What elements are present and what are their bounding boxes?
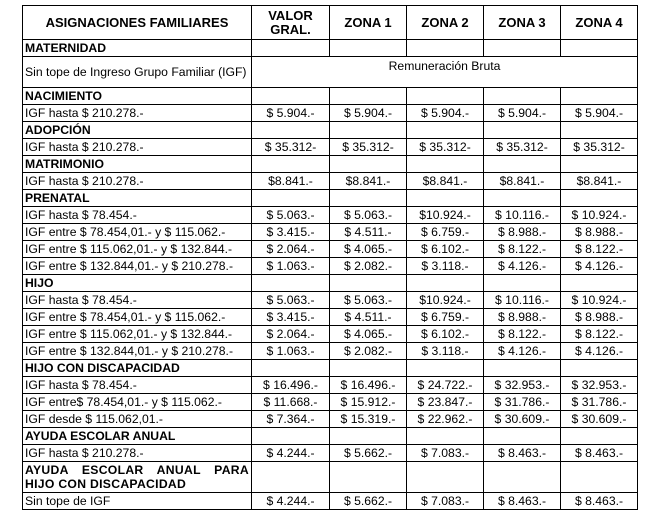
cell-valor-gral: $ 2.064.- (252, 326, 330, 343)
row-label: IGF hasta $ 210.278.- (23, 173, 252, 190)
header-asignaciones: ASIGNACIONES FAMILIARES (23, 6, 252, 40)
cell-valor-gral: $ 11.668.- (252, 394, 330, 411)
cell-valor-gral: $ 2.064.- (252, 241, 330, 258)
cell-zona-1: $ 5.662.- (330, 445, 407, 462)
cell-zona-3: $8.841.- (484, 173, 561, 190)
table-row (23, 326, 638, 343)
cell-zona-4: $8.841.- (561, 173, 638, 190)
cell-zona-4: $ 4.126.- (561, 343, 638, 360)
header-zona-2: ZONA 2 (407, 6, 484, 40)
section-title-matrimonio: MATRIMONIO (23, 156, 252, 173)
cell-zona-4: $ 30.609.- (561, 411, 638, 428)
cell-zona-4: $ 8.988.- (561, 309, 638, 326)
section-row-matrimonio (23, 156, 638, 173)
cell-zona-4: $ 8.988.- (561, 224, 638, 241)
cell-zona-1: $ 4.065.- (330, 326, 407, 343)
header-row (23, 6, 638, 40)
table-row (23, 258, 638, 275)
cell-zona-4: $ 10.924.- (561, 292, 638, 309)
section-title-ayuda-escolar-disc: AYUDA ESCOLAR ANUAL PARA HIJO CON DISCAPACIDAD (23, 462, 252, 493)
cell-valor-gral: $ 4.244.- (252, 445, 330, 462)
row-label: IGF hasta $ 210.278.- (23, 445, 252, 462)
cell-zona-3: $ 8.463.- (484, 445, 561, 462)
cell-zona-2: $ 6.102.- (407, 326, 484, 343)
cell-zona-4: $ 8.463.- (561, 445, 638, 462)
cell-zona-1: $ 4.065.- (330, 241, 407, 258)
cell-zona-3: $ 8.988.- (484, 224, 561, 241)
section-row-hijo-discapacidad (23, 360, 638, 377)
cell-zona-2: $ 6.759.- (407, 224, 484, 241)
table-row (23, 377, 638, 394)
header-valor-gral: VALOR GRAL. (252, 6, 330, 40)
cell-zona-2: $ 35.312- (407, 139, 484, 156)
cell-zona-4: $ 8.122.- (561, 326, 638, 343)
cell-zona-2: $ 7.083.- (407, 493, 484, 510)
row-label: IGF hasta $ 78.454.- (23, 377, 252, 394)
table-row (23, 139, 638, 156)
cell-zona-2: $8.841.- (407, 173, 484, 190)
table-row (23, 493, 638, 510)
table-row (23, 224, 638, 241)
row-label: IGF entre $ 132.844,01.- y $ 210.278.- (23, 343, 252, 360)
cell-zona-3: $ 8.122.- (484, 326, 561, 343)
cell-zona-3: $ 8.122.- (484, 241, 561, 258)
section-title-prenatal: PRENATAL (23, 190, 252, 207)
row-label: IGF entre $ 78.454,01.- y $ 115.062.- (23, 224, 252, 241)
cell-zona-3: $ 35.312- (484, 139, 561, 156)
row-label: IGF hasta $ 78.454.- (23, 207, 252, 224)
table-row (23, 57, 638, 88)
cell-zona-4: $ 10.924.- (561, 207, 638, 224)
cell-zona-4: $ 8.463.- (561, 493, 638, 510)
header-zona-3: ZONA 3 (484, 6, 561, 40)
cell-zona-1: $ 5.063.- (330, 292, 407, 309)
cell-zona-1: $8.841.- (330, 173, 407, 190)
cell-zona-1: $ 5.063.- (330, 207, 407, 224)
cell-zona-3: $ 4.126.- (484, 343, 561, 360)
cell-zona-1: $ 5.904.- (330, 105, 407, 122)
row-label: IGF desde $ 115.062,01.- (23, 411, 252, 428)
cell-zona-1: $ 15.912.- (330, 394, 407, 411)
cell-zona-2: $ 24.722.- (407, 377, 484, 394)
table-row (23, 411, 638, 428)
cell-valor-gral: $ 5.904.- (252, 105, 330, 122)
cell-zona-2: $ 22.962.- (407, 411, 484, 428)
cell-valor-gral: $ 7.364.- (252, 411, 330, 428)
table-row (23, 105, 638, 122)
cell-zona-3: $ 32.953.- (484, 377, 561, 394)
section-row-ayuda-escolar-disc (23, 462, 638, 493)
asignaciones-table (22, 5, 638, 510)
row-label: IGF entre $ 115.062,01.- y $ 132.844.- (23, 326, 252, 343)
cell-zona-4: $ 4.126.- (561, 258, 638, 275)
cell-zona-1: $ 15.319.- (330, 411, 407, 428)
cell-zona-3: $ 10.116.- (484, 207, 561, 224)
header-zona-4: ZONA 4 (561, 6, 638, 40)
cell-zona-2: $ 3.118.- (407, 258, 484, 275)
cell-zona-3: $ 30.609.- (484, 411, 561, 428)
row-label: IGF entre $ 78.454,01.- y $ 115.062.- (23, 309, 252, 326)
cell-valor-gral: $ 35.312- (252, 139, 330, 156)
row-label: IGF entre $ 115.062,01.- y $ 132.844.- (23, 241, 252, 258)
section-title-hijo-discapacidad: HIJO CON DISCAPACIDAD (23, 360, 252, 377)
cell-valor-gral: $ 4.244.- (252, 493, 330, 510)
cell-zona-4: $ 5.904.- (561, 105, 638, 122)
cell-zona-2: $10.924.- (407, 207, 484, 224)
row-label: IGF entre$ 78.454,01.- y $ 115.062.- (23, 394, 252, 411)
section-row-maternidad (23, 40, 638, 57)
row-label: IGF hasta $ 78.454.- (23, 292, 252, 309)
cell-zona-4: $ 31.786.- (561, 394, 638, 411)
cell-zona-1: $ 4.511.- (330, 224, 407, 241)
row-label: Sin tope de IGF (23, 493, 252, 510)
section-row-nacimiento (23, 88, 638, 105)
cell-zona-4: $ 8.122.- (561, 241, 638, 258)
row-label: IGF hasta $ 210.278.- (23, 139, 252, 156)
table-row (23, 292, 638, 309)
table-row (23, 241, 638, 258)
cell-zona-2: $ 6.759.- (407, 309, 484, 326)
row-label: IGF entre $ 132.844,01.- y $ 210.278.- (23, 258, 252, 275)
cell-valor-gral: $ 16.496.- (252, 377, 330, 394)
cell-zona-3: $ 8.988.- (484, 309, 561, 326)
cell-valor-gral: $ 3.415.- (252, 224, 330, 241)
cell-zona-3: $ 4.126.- (484, 258, 561, 275)
section-title-hijo: HIJO (23, 275, 252, 292)
maternidad-value: Remuneración Bruta (252, 57, 638, 88)
cell-zona-3: $ 8.463.- (484, 493, 561, 510)
cell-zona-3: $ 10.116.- (484, 292, 561, 309)
cell-valor-gral: $8.841.- (252, 173, 330, 190)
row-label: IGF hasta $ 210.278.- (23, 105, 252, 122)
cell-valor-gral: $ 3.415.- (252, 309, 330, 326)
cell-zona-1: $ 4.511.- (330, 309, 407, 326)
cell-zona-3: $ 31.786.- (484, 394, 561, 411)
section-row-ayuda-escolar (23, 428, 638, 445)
table-row (23, 207, 638, 224)
cell-zona-2: $ 23.847.- (407, 394, 484, 411)
cell-zona-3: $ 5.904.- (484, 105, 561, 122)
section-row-adopcion (23, 122, 638, 139)
cell-zona-1: $ 35.312- (330, 139, 407, 156)
table-row (23, 343, 638, 360)
cell-zona-2: $ 7.083.- (407, 445, 484, 462)
section-title-adopcion: ADOPCIÓN (23, 122, 252, 139)
asignaciones-table-wrapper (22, 5, 638, 510)
cell-zona-1: $ 5.662.- (330, 493, 407, 510)
cell-zona-1: $ 16.496.- (330, 377, 407, 394)
section-row-hijo (23, 275, 638, 292)
cell-zona-2: $ 6.102.- (407, 241, 484, 258)
cell-valor-gral: $ 1.063.- (252, 258, 330, 275)
table-row (23, 445, 638, 462)
table-row (23, 173, 638, 190)
cell-valor-gral: $ 5.063.- (252, 207, 330, 224)
cell-zona-1: $ 2.082.- (330, 258, 407, 275)
cell-zona-1: $ 2.082.- (330, 343, 407, 360)
section-title-maternidad: MATERNIDAD (23, 40, 252, 57)
section-title-nacimiento: NACIMIENTO (23, 88, 252, 105)
cell-valor-gral: $ 5.063.- (252, 292, 330, 309)
header-zona-1: ZONA 1 (330, 6, 407, 40)
cell-zona-4: $ 32.953.- (561, 377, 638, 394)
cell-zona-2: $ 3.118.- (407, 343, 484, 360)
table-row (23, 309, 638, 326)
row-label: Sin tope de Ingreso Grupo Familiar (IGF) (23, 57, 252, 88)
cell-zona-4: $ 35.312- (561, 139, 638, 156)
cell-valor-gral: $ 1.063.- (252, 343, 330, 360)
cell-zona-2: $10.924.- (407, 292, 484, 309)
section-title-ayuda-escolar: AYUDA ESCOLAR ANUAL (23, 428, 252, 445)
section-row-prenatal (23, 190, 638, 207)
cell-zona-2: $ 5.904.- (407, 105, 484, 122)
table-row (23, 394, 638, 411)
